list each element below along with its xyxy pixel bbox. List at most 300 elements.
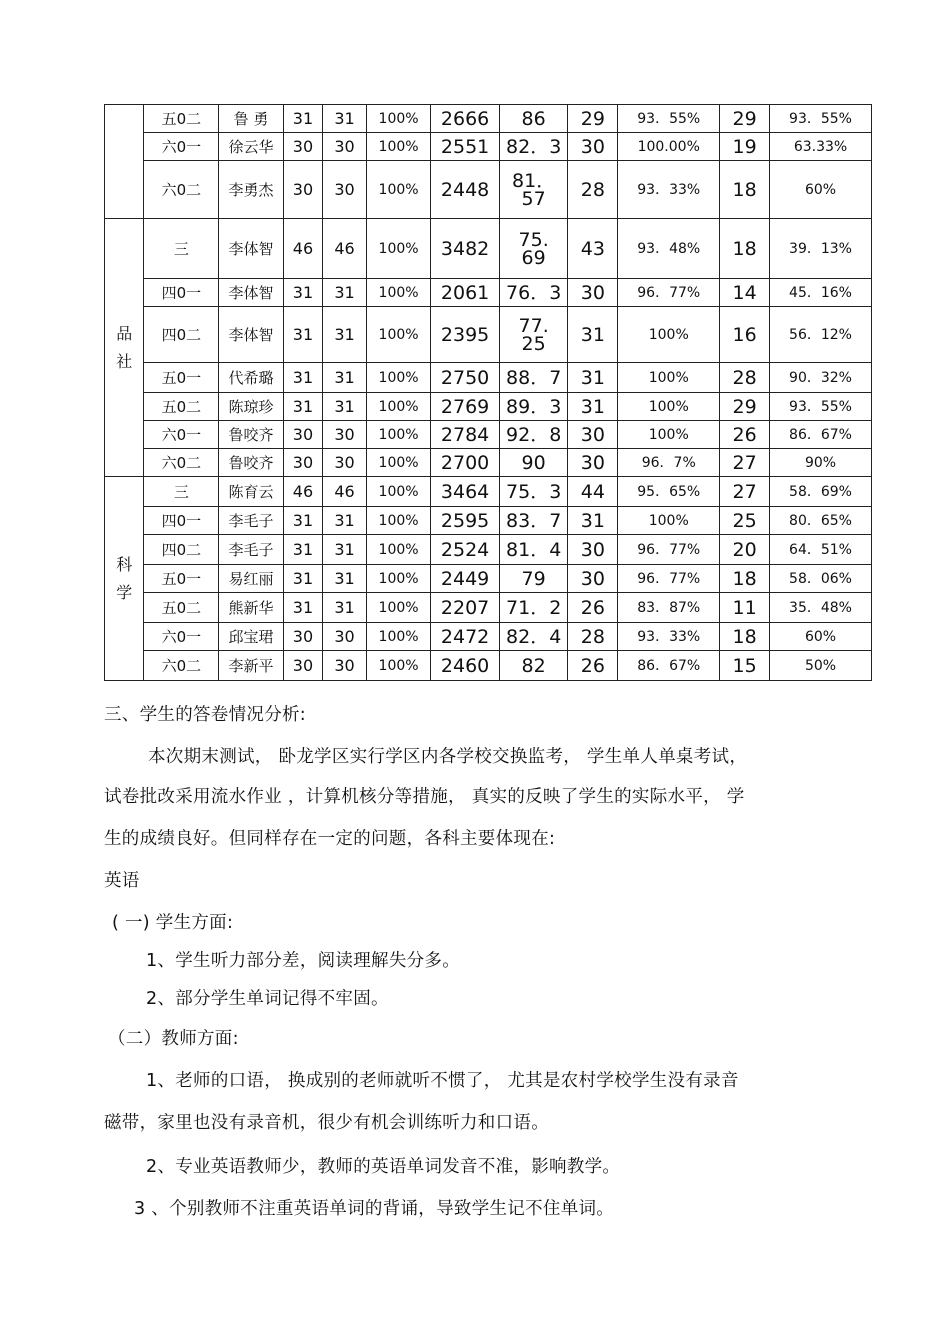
intro-line-2: 试卷批改采用流水作业 ，计算机核分等措施， 真实的反映了学生的实际水平， 学 [104,787,745,807]
pass-rate-cell [618,161,720,219]
table-row [105,307,872,363]
participation-rate-cell [366,593,430,623]
pass-rate-cell-text: 95．65% [637,483,701,500]
pass-rate-cell-text: 100% [648,398,689,415]
excellent-rate-cell [770,651,872,681]
excellent-rate-cell-text: 58．69% [789,483,852,500]
excellent-count-cell [720,363,770,393]
total-score-cell-text: 2449 [440,567,490,590]
pass-count-cell [568,161,618,219]
average-score-cell [499,651,568,681]
class-cell-text: 六0二 [161,453,202,472]
pass-rate-cell-text: 86．67% [637,657,701,674]
enrolled-cell [283,651,322,681]
participation-rate-cell [366,105,430,133]
tested-cell-text: 31 [334,568,355,588]
pass-rate-cell-text: 83．87% [637,599,701,616]
pass-rate-cell-text: 93．48% [637,240,701,257]
pass-count-cell [568,393,618,421]
total-score-cell-text: 2448 [440,178,490,201]
average-score-cell-text: 75．3 [506,480,562,503]
excellent-count-cell [720,623,770,651]
pass-count-cell-text: 29 [580,107,605,130]
teacher-cell-text: 李毛子 [228,540,274,559]
average-score-cell [499,623,568,651]
participation-rate-cell-text: 100% [378,512,419,529]
pass-rate-cell-text: 93．33% [637,181,701,198]
tested-cell [323,507,367,535]
teacher-cell-text: 鲁 勇 [233,109,269,128]
total-score-cell-text: 2395 [440,323,490,346]
teacher-cell [219,133,283,161]
tested-cell [323,623,367,651]
table-row [105,161,872,219]
pass-rate-cell-text: 100% [648,426,689,443]
enrolled-cell-text: 31 [292,539,314,559]
average-score-cell [499,507,568,535]
pass-rate-cell [618,393,720,421]
total-score-cell-text: 2207 [440,596,490,619]
pass-rate-cell-text: 93．55% [637,110,701,127]
participation-rate-cell-text: 100% [378,326,419,343]
tested-cell [323,307,367,363]
score-table-body [105,105,872,681]
teacher-cell [219,535,283,565]
pass-rate-cell-text: 96．77% [637,541,701,558]
total-score-cell-text: 2769 [440,395,490,418]
teacher-cell [219,393,283,421]
subject-cell [105,477,144,681]
teacher-cell-text: 李体智 [228,283,274,302]
enrolled-cell [283,133,322,161]
class-cell-text: 三 [173,239,189,258]
pass-count-cell [568,565,618,593]
teacher-cell [219,421,283,449]
pass-rate-cell [618,105,720,133]
enrolled-cell-text: 30 [292,179,314,199]
teacher-cell [219,161,283,219]
excellent-count-cell-text: 16 [732,323,757,346]
participation-rate-cell-text: 100% [378,110,419,127]
table-row [105,477,872,507]
average-score-cell [499,477,568,507]
total-score-cell [431,105,500,133]
teacher-cell [219,507,283,535]
students-item-1: 1、学生听力部分差，阅读理解失分多。 [146,951,461,971]
average-score-cell-text: 83．7 [506,509,562,532]
average-score-cell-text: 77. 25 [518,314,549,355]
average-score-cell-text: 86 [521,107,546,130]
class-cell [144,593,219,623]
teachers-item-2: 2、专业英语教师少，教师的英语单词发音不准，影响教学。 [146,1157,621,1177]
excellent-count-cell [720,535,770,565]
tested-cell-text: 31 [334,597,355,617]
excellent-rate-cell [770,477,872,507]
total-score-cell [431,279,500,307]
pass-count-cell-text: 30 [580,281,605,304]
excellent-rate-cell-text: 60% [804,628,837,645]
subject-cell [105,105,144,219]
excellent-rate-cell-text: 90% [804,454,837,471]
average-score-cell-text: 89．3 [506,395,562,418]
excellent-count-cell [720,393,770,421]
participation-rate-cell-text: 100% [378,240,419,257]
table-row [105,507,872,535]
teachers-item-1a: 1、老师的口语， 换成别的老师就听不惯了， 尤其是农村学校学生没有录音 [146,1071,739,1091]
average-score-cell-text: 79 [521,567,546,590]
enrolled-cell [283,279,322,307]
teacher-cell [219,105,283,133]
excellent-count-cell-text: 18 [732,625,757,648]
table-row [105,105,872,133]
excellent-rate-cell [770,593,872,623]
excellent-count-cell [720,651,770,681]
enrolled-cell [283,565,322,593]
pass-count-cell [568,133,618,161]
enrolled-cell-text: 46 [292,481,314,501]
average-score-cell [499,421,568,449]
excellent-rate-cell-text: 58．06% [789,570,852,587]
teacher-cell-text: 徐云华 [228,137,274,156]
participation-rate-cell [366,449,430,477]
tested-cell [323,161,367,219]
pass-rate-cell [618,565,720,593]
total-score-cell-text: 2784 [440,423,490,446]
tested-cell-text: 46 [334,238,355,258]
average-score-cell [499,219,568,279]
enrolled-cell-text: 30 [292,136,314,156]
participation-rate-cell [366,651,430,681]
excellent-count-cell-text: 14 [732,281,757,304]
subject-label: 品 社 [116,323,133,371]
pass-count-cell [568,421,618,449]
total-score-cell-text: 2061 [440,281,490,304]
score-table [104,104,872,681]
total-score-cell-text: 2460 [440,654,490,677]
average-score-cell-text: 82 [521,654,546,677]
excellent-count-cell-text: 19 [732,135,757,158]
pass-rate-cell [618,219,720,279]
excellent-count-cell-text: 11 [732,596,757,619]
enrolled-cell-text: 31 [292,324,314,344]
teacher-cell [219,363,283,393]
pass-count-cell-text: 26 [580,654,605,677]
total-score-cell [431,307,500,363]
excellent-count-cell-text: 20 [732,538,757,561]
excellent-count-cell [720,133,770,161]
enrolled-cell [283,477,322,507]
average-score-cell [499,161,568,219]
participation-rate-cell [366,133,430,161]
class-cell-text: 三 [173,482,189,501]
class-cell [144,651,219,681]
tested-cell [323,393,367,421]
table-row [105,393,872,421]
average-score-cell [499,393,568,421]
total-score-cell-text: 2551 [440,135,490,158]
enrolled-cell-text: 31 [292,282,314,302]
pass-rate-cell-text: 100% [648,369,689,386]
enrolled-cell-text: 31 [292,396,314,416]
excellent-count-cell [720,161,770,219]
pass-count-cell [568,477,618,507]
excellent-rate-cell-text: 93．55% [789,398,852,415]
tested-cell [323,565,367,593]
tested-cell [323,279,367,307]
subject-title: 英语 [104,871,140,891]
excellent-rate-cell-text: 86．67% [789,426,852,443]
pass-rate-cell [618,421,720,449]
participation-rate-cell-text: 100% [378,657,419,674]
class-cell-text: 四0一 [161,283,202,302]
class-cell-text: 六0一 [161,627,202,646]
pass-rate-cell [618,133,720,161]
class-cell [144,161,219,219]
excellent-rate-cell [770,307,872,363]
total-score-cell-text: 2700 [440,451,490,474]
pass-count-cell [568,105,618,133]
class-cell [144,393,219,421]
enrolled-cell-text: 31 [292,597,314,617]
class-cell-text: 六0一 [161,425,202,444]
teacher-cell [219,565,283,593]
table-row [105,421,872,449]
total-score-cell-text: 2666 [440,107,490,130]
teacher-cell-text: 李新平 [228,656,274,675]
total-score-cell-text: 3464 [440,480,490,503]
participation-rate-cell-text: 100% [378,181,419,198]
tested-cell-text: 31 [334,396,355,416]
class-cell-text: 五0二 [161,397,202,416]
excellent-rate-cell [770,279,872,307]
excellent-rate-cell [770,535,872,565]
class-cell [144,535,219,565]
pass-count-cell [568,623,618,651]
class-cell [144,421,219,449]
participation-rate-cell [366,535,430,565]
participation-rate-cell [366,363,430,393]
table-row [105,449,872,477]
teacher-cell [219,651,283,681]
total-score-cell [431,651,500,681]
teacher-cell [219,477,283,507]
total-score-cell [431,219,500,279]
enrolled-cell [283,307,322,363]
teachers-item-1b: 磁带，家里也没有录音机，很少有机会训练听力和口语。 [104,1113,549,1133]
pass-rate-cell [618,623,720,651]
total-score-cell-text: 3482 [440,237,490,260]
excellent-rate-cell-text: 90．32% [789,369,852,386]
pass-count-cell [568,507,618,535]
teachers-item-3: 3 、个别教师不注重英语单词的背诵，导致学生记不住单词。 [134,1199,615,1219]
enrolled-cell [283,393,322,421]
pass-count-cell-text: 28 [580,178,605,201]
excellent-rate-cell [770,133,872,161]
average-score-cell-text: 81． 57 [512,169,556,210]
pass-count-cell-text: 30 [580,567,605,590]
enrolled-cell [283,363,322,393]
enrolled-cell [283,623,322,651]
teacher-cell-text: 易红丽 [228,569,274,588]
pass-rate-cell-text: 96．77% [637,570,701,587]
excellent-count-cell [720,279,770,307]
participation-rate-cell [366,279,430,307]
teacher-cell-text: 陈育云 [228,482,274,501]
participation-rate-cell-text: 100% [378,284,419,301]
tested-cell-text: 30 [334,452,355,472]
total-score-cell [431,393,500,421]
class-cell [144,363,219,393]
average-score-cell [499,105,568,133]
pass-rate-cell-text: 100.00% [637,138,700,155]
excellent-count-cell [720,477,770,507]
excellent-rate-cell [770,393,872,421]
class-cell-text: 六0二 [161,656,202,675]
excellent-rate-cell [770,449,872,477]
excellent-rate-cell-text: 50% [804,657,837,674]
enrolled-cell [283,535,322,565]
teacher-cell [219,623,283,651]
excellent-count-cell [720,565,770,593]
average-score-cell [499,363,568,393]
tested-cell [323,651,367,681]
excellent-count-cell [720,507,770,535]
participation-rate-cell-text: 100% [378,628,419,645]
excellent-count-cell-text: 25 [732,509,757,532]
participation-rate-cell [366,565,430,593]
average-score-cell-text: 75. 69 [518,228,549,269]
enrolled-cell-text: 30 [292,424,314,444]
pass-rate-cell [618,279,720,307]
pass-rate-cell-text: 100% [648,512,689,529]
enrolled-cell [283,161,322,219]
teacher-cell-text: 陈琼珍 [228,397,274,416]
excellent-rate-cell-text: 93．55% [789,110,852,127]
class-cell-text: 四0二 [161,325,202,344]
excellent-count-cell [720,307,770,363]
total-score-cell [431,363,500,393]
excellent-rate-cell [770,363,872,393]
enrolled-cell-text: 31 [292,108,314,128]
pass-count-cell-text: 30 [580,538,605,561]
enrolled-cell-text: 30 [292,452,314,472]
table-row [105,651,872,681]
participation-rate-cell-text: 100% [378,426,419,443]
excellent-rate-cell-text: 60% [804,181,837,198]
excellent-count-cell-text: 26 [732,423,757,446]
participation-rate-cell-text: 100% [378,483,419,500]
tested-cell-text: 31 [334,539,355,559]
excellent-count-cell-text: 15 [732,654,757,677]
pass-count-cell-text: 31 [580,323,605,346]
teacher-cell [219,593,283,623]
intro-line-1: 本次期末测试， 卧龙学区实行学区内各学校交换监考， 学生单人单桌考试， [148,747,748,767]
teacher-cell [219,219,283,279]
enrolled-cell-text: 31 [292,568,314,588]
excellent-rate-cell-text: 64．51% [789,541,852,558]
enrolled-cell-text: 30 [292,626,314,646]
tested-cell-text: 30 [334,136,355,156]
average-score-cell-text: 82．3 [506,135,562,158]
tested-cell-text: 31 [334,324,355,344]
teacher-cell-text: 鲁咬齐 [228,425,274,444]
teacher-cell-text: 代希璐 [228,368,274,387]
excellent-rate-cell-text: 80．65% [789,512,852,529]
class-cell-text: 五0二 [161,598,202,617]
excellent-rate-cell [770,219,872,279]
tested-cell-text: 30 [334,424,355,444]
pass-rate-cell [618,593,720,623]
excellent-count-cell [720,219,770,279]
teacher-cell [219,307,283,363]
pass-count-cell [568,363,618,393]
excellent-count-cell-text: 29 [732,107,757,130]
total-score-cell [431,477,500,507]
pass-count-cell [568,449,618,477]
pass-count-cell [568,307,618,363]
teacher-cell-text: 李勇杰 [228,180,274,199]
participation-rate-cell-text: 100% [378,369,419,386]
average-score-cell-text: 88．7 [506,366,562,389]
class-cell-text: 四0二 [161,540,202,559]
pass-count-cell [568,279,618,307]
average-score-cell [499,307,568,363]
class-cell [144,477,219,507]
pass-rate-cell [618,507,720,535]
table-row [105,535,872,565]
total-score-cell-text: 2750 [440,366,490,389]
pass-count-cell-text: 26 [580,596,605,619]
participation-rate-cell-text: 100% [378,454,419,471]
pass-count-cell-text: 30 [580,423,605,446]
section-heading: 三、学生的答卷情况分析: [104,705,306,725]
class-cell [144,565,219,593]
total-score-cell-text: 2524 [440,538,490,561]
table-row [105,593,872,623]
table-row [105,219,872,279]
table-row [105,363,872,393]
class-cell [144,307,219,363]
enrolled-cell [283,105,322,133]
total-score-cell-text: 2595 [440,509,490,532]
teacher-cell-text: 鲁咬齐 [228,453,274,472]
total-score-cell [431,535,500,565]
average-score-cell [499,593,568,623]
class-cell-text: 五0一 [161,368,202,387]
class-cell [144,449,219,477]
class-cell-text: 五0二 [161,109,202,128]
enrolled-cell [283,421,322,449]
enrolled-cell [283,449,322,477]
intro-line-3: 生的成绩良好。但同样存在一定的问题，各科主要体现在: [104,829,556,849]
students-heading: ( 一) 学生方面: [112,913,234,933]
participation-rate-cell [366,623,430,651]
table-row [105,565,872,593]
total-score-cell [431,161,500,219]
tested-cell-text: 31 [334,367,355,387]
participation-rate-cell-text: 100% [378,599,419,616]
excellent-rate-cell [770,507,872,535]
excellent-count-cell-text: 18 [732,237,757,260]
average-score-cell-text: 92．8 [506,423,562,446]
excellent-count-cell [720,449,770,477]
participation-rate-cell-text: 100% [378,570,419,587]
teacher-cell-text: 熊新华 [228,598,274,617]
class-cell [144,507,219,535]
pass-count-cell-text: 31 [580,366,605,389]
participation-rate-cell-text: 100% [378,398,419,415]
average-score-cell [499,449,568,477]
